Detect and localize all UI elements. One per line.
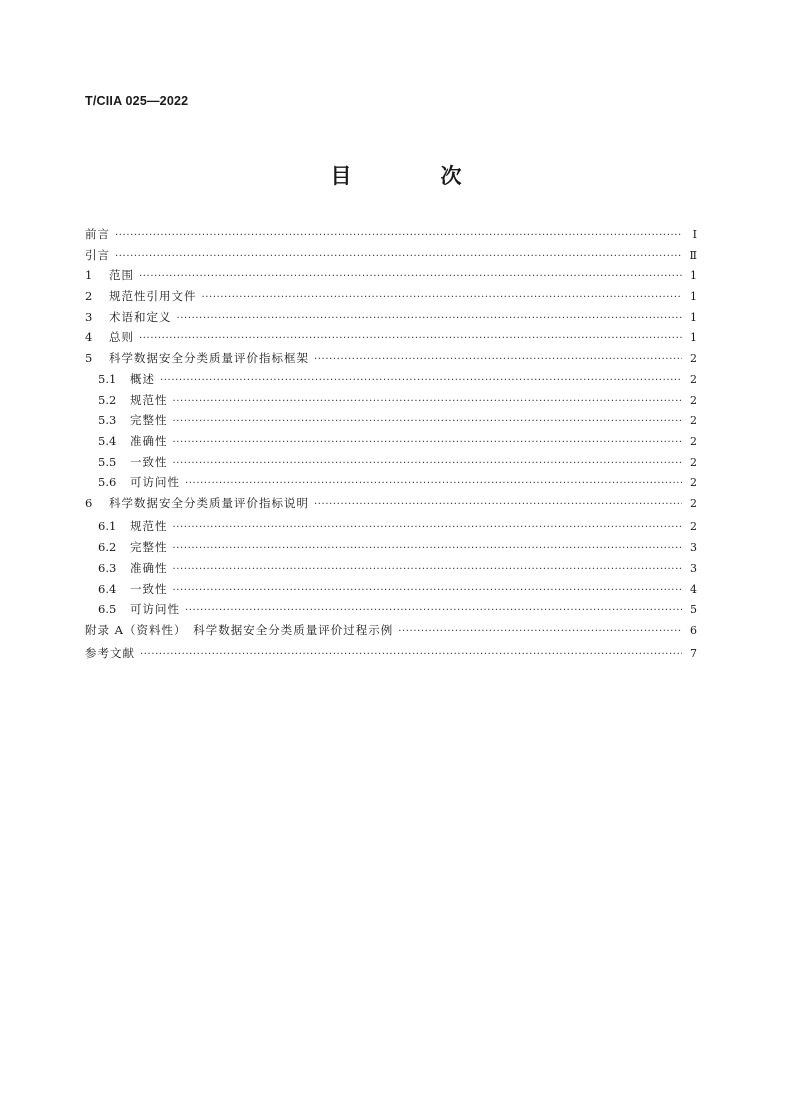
toc-entry-label: 准确性 [130, 433, 168, 448]
toc-entry-number: 5.1 [98, 371, 117, 386]
toc-entry-label: 可访问性 [130, 602, 180, 617]
toc-entry[interactable] [85, 433, 697, 454]
toc-entry-page: 2 [690, 414, 697, 428]
toc-entry-number: 5.4 [98, 433, 117, 448]
toc-entry-label: 一致性 [130, 454, 168, 469]
toc-entry[interactable] [85, 518, 697, 539]
toc-entry-label: 范围 [109, 268, 134, 283]
toc-leader-dots [140, 649, 682, 660]
toc-entry-page: 2 [690, 434, 697, 448]
toc-entry-label: 科学数据安全分类质量评价指标框架 [109, 351, 309, 366]
toc-leader-dots [173, 543, 683, 554]
toc-leader-dots [173, 522, 683, 533]
toc-entry-page: 4 [690, 582, 697, 596]
toc-entry-page: 7 [690, 647, 697, 661]
toc-entry[interactable] [85, 474, 697, 495]
toc-entry-page: 2 [690, 455, 697, 469]
toc-leader-dots [139, 271, 682, 282]
toc-entry-number: 6 [85, 495, 93, 510]
toc-entry[interactable] [85, 601, 697, 622]
toc-leader-dots [160, 375, 682, 386]
toc-leader-dots [115, 251, 682, 262]
toc-entry[interactable] [85, 454, 697, 475]
toc-entry-number: 4 [85, 330, 93, 345]
toc-entry-page: 1 [690, 269, 697, 283]
toc-entry-label: 规范性 [130, 392, 168, 407]
toc-entry-number: 5.6 [98, 475, 117, 490]
toc-entry-number: 2 [85, 289, 93, 304]
toc-entry-page: 2 [690, 496, 697, 510]
toc-entry-page: 1 [690, 290, 697, 304]
toc-leader-dots [173, 585, 683, 596]
toc-leader-dots [177, 313, 683, 324]
toc-entry-label: 可访问性 [130, 475, 180, 490]
document-code: T/CIIA 025—2022 [85, 94, 189, 108]
toc-entry[interactable] [85, 645, 697, 666]
toc-leader-dots [173, 396, 683, 407]
toc-entry-label: 总则 [109, 330, 134, 345]
toc-entry-page: 6 [690, 623, 697, 637]
toc-entry[interactable] [85, 288, 697, 309]
toc-entry[interactable] [85, 495, 697, 519]
toc-entry-label: 完整性 [130, 413, 168, 428]
toc-entry-label: 一致性 [130, 581, 168, 596]
toc-entry-page: 1 [690, 310, 697, 324]
toc-entry-page: 2 [690, 372, 697, 386]
toc-entry-number: 5.3 [98, 413, 117, 428]
toc-entry[interactable] [85, 560, 697, 581]
toc-entry-number: 6.2 [98, 540, 117, 555]
toc-entry[interactable] [85, 329, 697, 350]
toc-entry-page: 3 [690, 541, 697, 555]
toc-entry-number: 6.3 [98, 560, 117, 575]
toc-entry-label: 引言 [85, 247, 110, 262]
toc-leader-dots [173, 564, 683, 575]
toc-leader-dots [139, 333, 682, 344]
toc-entry-page: 1 [690, 331, 697, 345]
toc-entry[interactable] [85, 350, 697, 371]
toc-entry-label: 规范性引用文件 [109, 289, 197, 304]
toc-entry-label: 概述 [130, 371, 155, 386]
toc-entry-label: 参考文献 [85, 646, 135, 661]
toc-leader-dots [398, 626, 682, 637]
toc-entry-number: 1 [85, 268, 93, 283]
toc-entry-page: 2 [690, 476, 697, 490]
toc-entry-number: 5.2 [98, 392, 117, 407]
toc-entry-label: 术语和定义 [109, 309, 172, 324]
toc-entry[interactable] [85, 309, 697, 330]
toc-entry-number: 6.1 [98, 519, 117, 534]
toc-leader-dots [173, 437, 683, 448]
toc-entry[interactable] [85, 392, 697, 413]
toc-entry-number: 3 [85, 309, 93, 324]
toc-entry-page: 2 [690, 352, 697, 366]
toc-entry[interactable] [85, 267, 697, 288]
toc-entry[interactable] [85, 226, 697, 247]
toc-leader-dots [314, 354, 682, 365]
toc-entry[interactable] [85, 581, 697, 602]
toc-entry-page: 5 [690, 603, 697, 617]
toc-entry-page: 2 [690, 393, 697, 407]
toc-leader-dots [185, 478, 682, 489]
toc-leader-dots [314, 499, 682, 510]
toc-entry-page: 2 [690, 520, 697, 534]
table-of-contents [85, 226, 697, 666]
toc-entry-page: Ⅰ [692, 228, 697, 241]
toc-entry-number: 5.5 [98, 454, 117, 469]
toc-entry-number: 6.5 [98, 602, 117, 617]
toc-entry-label: 前言 [85, 227, 110, 241]
toc-entry[interactable] [85, 371, 697, 392]
toc-entry-label: 附录 A（资料性） 科学数据安全分类质量评价过程示例 [85, 622, 394, 637]
toc-leader-dots [173, 458, 683, 469]
toc-entry[interactable] [85, 539, 697, 560]
toc-entry-label: 规范性 [130, 519, 168, 534]
toc-leader-dots [115, 230, 682, 241]
toc-entry-page: 3 [690, 561, 697, 575]
toc-entry[interactable] [85, 412, 697, 433]
toc-entry-number: 6.4 [98, 581, 117, 596]
toc-entry[interactable] [85, 247, 697, 268]
toc-entry-label: 科学数据安全分类质量评价指标说明 [109, 495, 309, 510]
toc-entry-number: 5 [85, 351, 93, 366]
toc-entry-label: 准确性 [130, 560, 168, 575]
toc-entry[interactable] [85, 622, 697, 646]
toc-leader-dots [173, 416, 683, 427]
toc-entry-page: Ⅱ [689, 248, 697, 262]
toc-leader-dots [202, 292, 683, 303]
toc-entry-label: 完整性 [130, 540, 168, 555]
toc-title: 目 次 [330, 164, 496, 188]
toc-leader-dots [185, 605, 682, 616]
